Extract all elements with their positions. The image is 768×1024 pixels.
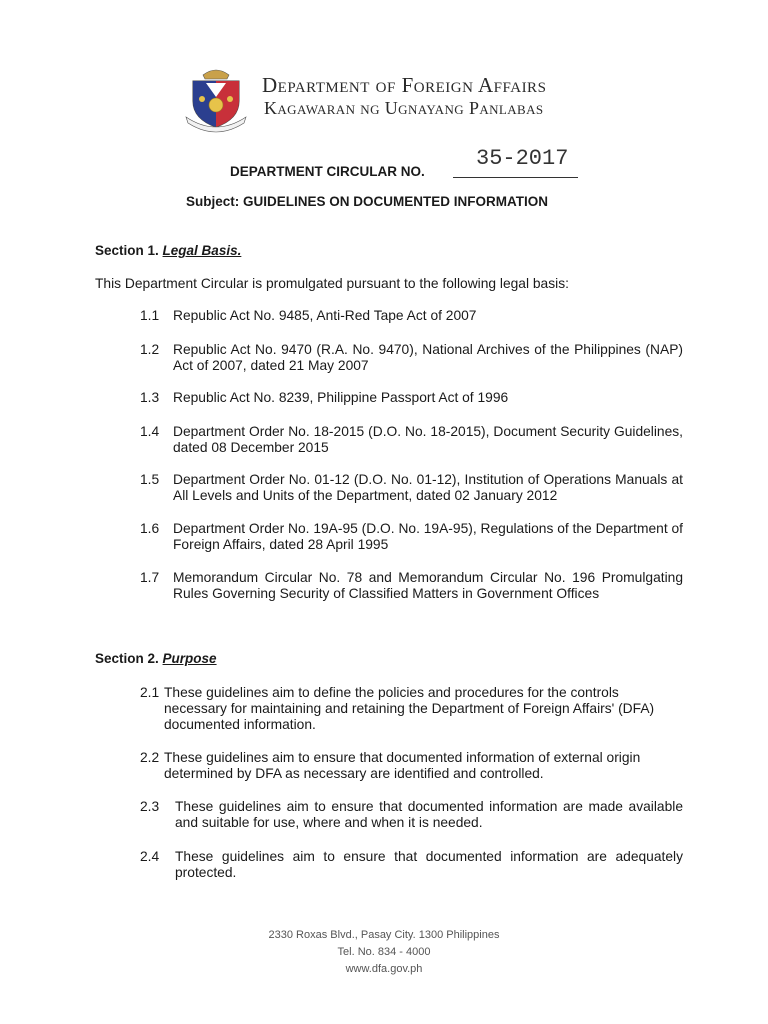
item-text: These guidelines aim to ensure that documented information of external origin determined by DFA as necessary are identified and controlled. [164,750,641,781]
item-text: These guidelines aim to ensure that documented information are made available and suitable for use, where and when it is needed. [175,799,683,830]
item-number: 2.1 [140,685,160,700]
department-name-filipino: Kagawaran ng Ugnayang Panlabas [264,98,544,118]
section1-intro: This Department Circular is promulgated pursuant to the following legal basis: [95,276,569,291]
item-text: Republic Act No. 9485, Anti-Red Tape Act of 2007 [173,308,477,323]
section2-title: Purpose [162,651,217,666]
item-text: Department Order No. 19A-95 (D.O. No. 19A-95), Regulations of the Department of Foreign Affairs, dated 28 April 1995 [173,521,683,552]
item-text: Memorandum Circular No. 78 and Memorandum Circular No. 196 Promulgating Rules Governing Security of Classified Matters in Government Offices [173,570,683,601]
item-number: 1.2 [140,342,160,357]
circular-number: 35-2017 [476,146,569,171]
item-number: 1.4 [140,424,160,439]
item-number: 2.4 [140,849,160,864]
item-text: Republic Act No. 8239, Philippine Passport Act of 1996 [173,390,509,405]
dfa-seal-logo [183,67,249,135]
department-name-english: Department of Foreign Affairs [262,73,547,97]
section2-prefix: Section 2. [95,651,159,666]
footer-telephone: Tel. No. 834 - 4000 [337,946,431,958]
item-text: Department Order No. 18-2015 (D.O. No. 18-2015), Document Security Guidelines, dated 08 December 2015 [173,424,683,455]
item-number: 2.2 [140,750,160,765]
section1-heading [95,243,241,258]
footer-website[interactable]: www.dfa.gov.ph [345,963,423,975]
subject-line: Subject: GUIDELINES ON DOCUMENTED INFORMATION [186,194,549,209]
section1-title: Legal Basis. [162,243,242,258]
footer-address: 2330 Roxas Blvd., Pasay City. 1300 Philippines [268,929,500,941]
section1-prefix: Section 1. [95,243,159,258]
item-number: 1.3 [140,390,160,405]
section2-heading [95,651,217,666]
item-text: These guidelines aim to ensure that documented information are adequately protected. [175,849,683,880]
item-number: 1.5 [140,472,160,487]
circular-label: DEPARTMENT CIRCULAR NO. [230,164,425,179]
circular-number-line [453,177,578,178]
item-number: 1.7 [140,570,160,585]
item-text: Department Order No. 01-12 (D.O. No. 01-12), Institution of Operations Manuals at All Levels and Units of the Department, dated 02 January 2012 [173,472,683,503]
item-number: 1.1 [140,308,160,323]
item-text: These guidelines aim to define the policies and procedures for the controls necessary for maintaining and retaining the Department of Foreign Affairs' (DFA) documented information. [164,685,655,732]
item-number: 2.3 [140,799,160,814]
item-number: 1.6 [140,521,160,536]
item-text: Republic Act No. 9470 (R.A. No. 9470), National Archives of the Philippines (NAP) Act of 2007, dated 21 May 2007 [173,342,683,373]
